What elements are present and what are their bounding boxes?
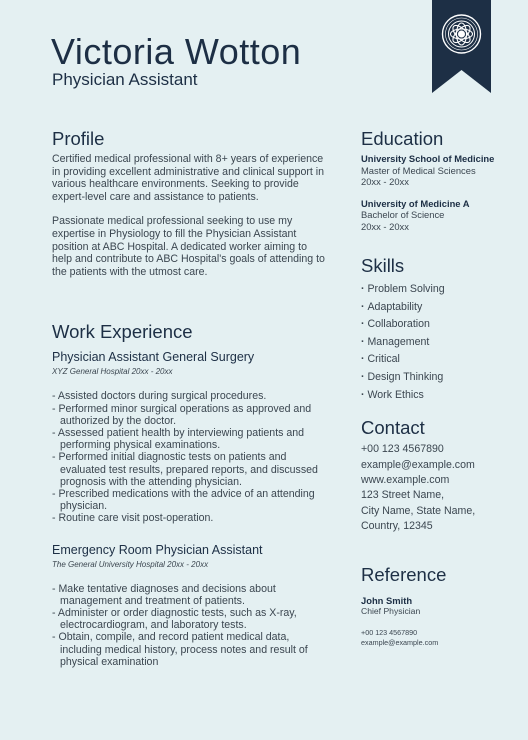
duty-item: - Make tentative diagnoses and decisions about management and treatment of patients. (52, 583, 327, 607)
reference-section (361, 564, 521, 648)
duty-item: - Performed minor surgical operations as approved and authorized by the doctor. (52, 403, 327, 427)
profile-section (52, 128, 327, 278)
contact-phone: +00 123 4567890 (361, 443, 444, 456)
skill-item: · Management (361, 334, 521, 352)
skill-item: · Design Thinking (361, 369, 521, 387)
decorative-medallion-icon (443, 15, 481, 53)
education-entry (361, 153, 521, 188)
reference-heading: Reference (361, 563, 447, 585)
profile-heading: Profile (52, 128, 105, 149)
job-duties (52, 583, 327, 668)
contact-address: Country, 12345 (361, 520, 433, 533)
job-title: Emergency Room Physician Assistant (52, 542, 263, 557)
contact-section (361, 417, 521, 534)
duty-item: - Obtain, compile, and record patient medical data, including medical history, process notes and result of physical examination (52, 631, 327, 668)
skill-item: · Adaptability (361, 299, 521, 317)
job-employer-dates: The General University Hospital 20xx - 20xx (52, 559, 209, 569)
skills-section (361, 255, 521, 404)
school-name: University of Medicine A (361, 197, 470, 209)
education-section (361, 128, 521, 232)
reference-phone: +00 123 4567890 (361, 627, 418, 637)
job-duties (52, 390, 327, 524)
profile-paragraph: Certified medical professional with 8+ years of experience in providing excellent administrative and clinical support in various healthcare environments. Seeking to provide expert-level care and assistance to patients. (52, 153, 325, 203)
skills-heading: Skills (361, 255, 405, 276)
education-years: 20xx - 20xx (361, 220, 409, 232)
work-heading: Work Experience (52, 321, 193, 343)
contact-address: City Name, State Name, (361, 504, 476, 517)
skill-item: · Work Ethics (361, 387, 521, 405)
work-section (52, 321, 327, 668)
job-employer-dates: XYZ General Hospital 20xx - 20xx (52, 367, 173, 377)
job-entry (52, 543, 327, 668)
skill-item: · Problem Solving (361, 281, 521, 299)
contact-heading: Contact (361, 417, 425, 439)
job-title: Physician Assistant General Surgery (52, 350, 255, 365)
reference-name: John Smith (361, 594, 413, 606)
education-entry (361, 198, 521, 233)
school-name: University School of Medicine (361, 153, 495, 164)
duty-item: - Routine care visit post-operation. (52, 512, 327, 524)
skill-item: · Collaboration (361, 316, 521, 334)
contact-address: 123 Street Name, (361, 489, 445, 502)
side-column (361, 128, 521, 648)
duty-item: - Prescribed medications with the advice of an attending physician. (52, 488, 327, 512)
education-heading: Education (361, 128, 444, 149)
duty-item: - Assisted doctors during surgical procedures. (52, 390, 327, 402)
degree: Bachelor of Science (361, 209, 445, 220)
degree: Master of Medical Sciences (361, 164, 476, 176)
duty-item: - Administer or order diagnostic tests, such as X-ray, electrocardiogram, and laboratory tests. (52, 607, 327, 631)
profile-paragraph: Passionate medical professional seeking to use my expertise in Physiology to fill the Physician Assistant position at ABC Hospital. A dedicated worker aiming to help and contribute to ABC Hospital's goals of attending to the patients with the utmost care. (52, 215, 325, 278)
contact-email: example@example.com (361, 458, 475, 471)
reference-email: example@example.com (361, 637, 439, 647)
duty-item: - Assessed patient health by interviewing patients and performing physical examinations. (52, 427, 327, 451)
candidate-role: Physician Assistant (52, 70, 198, 89)
main-column (52, 128, 327, 668)
reference-role: Chief Physician (361, 605, 421, 616)
duty-item: - Performed initial diagnostic tests on patients and evaluated test results, prepared reports, and discussed prognosis with the attending physician. (52, 451, 327, 488)
skills-list (361, 281, 521, 404)
education-years: 20xx - 20xx (361, 176, 409, 187)
contact-website: www.example.com (361, 473, 450, 486)
contact-details (361, 442, 521, 534)
bookmark-ribbon (432, 0, 491, 93)
candidate-name: Victoria Wotton (51, 31, 302, 72)
job-entry (52, 350, 327, 524)
skill-item: · Critical (361, 351, 521, 369)
